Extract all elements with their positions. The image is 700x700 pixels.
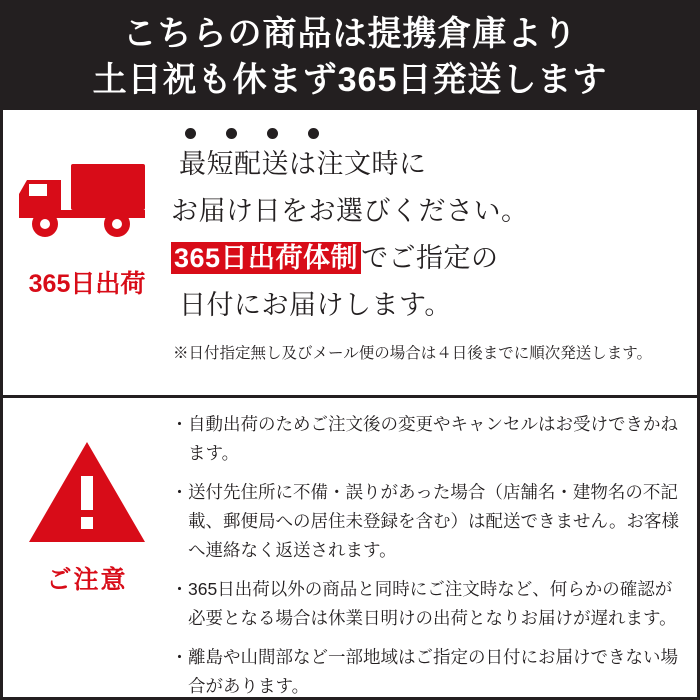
list-item (171, 410, 683, 468)
warning-caption: ご注意 (46, 566, 128, 594)
delivery-text-block (171, 110, 697, 395)
decorative-dots (185, 128, 683, 139)
list-item-text: 送付先住所に不備・誤りがあった場合（店舗名・建物名の不記載、郵便局への居住未登録を含む）は配送できません。お客様へ連絡なく返送されます。 (188, 482, 680, 560)
dot-3 (267, 128, 278, 139)
bullet-mark: ・ (171, 580, 188, 599)
header-line-1: こちらの商品は提携倉庫より (122, 15, 578, 53)
delivery-line-3-rest: でご指定の (361, 243, 499, 273)
list-item-text: 自動出荷のためご注文後の変更やキャンセルはお受けできかねます。 (188, 414, 678, 463)
header-line-2: 土日祝も休まず365日発送します (92, 61, 608, 99)
warning-column (3, 398, 171, 694)
list-item-text: 365日出荷以外の商品と同時にご注文時など、何らかの確認が必要となる場合は休業日明けの出荷となりお届けが遅れます。 (188, 579, 677, 628)
truck-column (3, 110, 171, 395)
bullet-mark: ・ (171, 483, 188, 502)
list-item (171, 643, 683, 700)
list-item (171, 478, 683, 565)
delivery-line-1: 最短配送は注文時に (179, 149, 427, 179)
delivery-truck-icon (17, 150, 157, 246)
caution-list (171, 398, 697, 694)
bullet-mark: ・ (171, 648, 188, 667)
caution-section (3, 398, 697, 694)
delivery-note: ※日付指定無し及びメール便の場合は４日後までに順次発送します。 (173, 345, 652, 362)
list-item (171, 575, 683, 633)
delivery-line-3 (171, 235, 683, 282)
truck-caption: 365日出荷 (28, 270, 146, 298)
delivery-line-4: 日付にお届けします。 (179, 290, 452, 320)
dot-4 (308, 128, 319, 139)
dot-1 (185, 128, 196, 139)
warning-triangle-icon (25, 438, 149, 546)
bullet-mark: ・ (171, 415, 188, 434)
banner-header (3, 3, 697, 110)
delivery-line-2: お届け日をお選びください。 (171, 196, 529, 226)
dot-2 (226, 128, 237, 139)
delivery-section (3, 110, 697, 398)
list-item-text: 離島や山間部など一部地域はご指定の日付にお届けできない場合があります。 (188, 647, 678, 696)
delivery-highlight: 365日出荷体制 (171, 242, 361, 274)
